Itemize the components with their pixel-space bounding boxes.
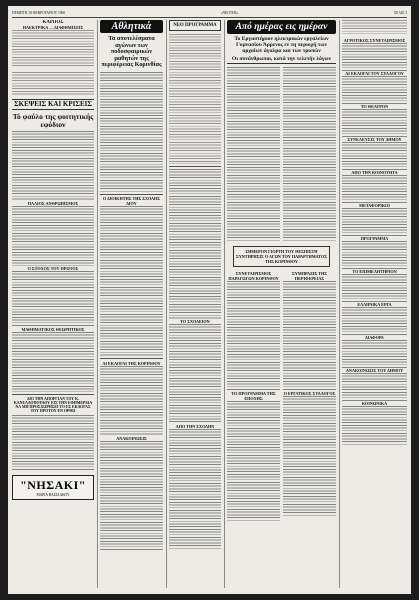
article-headline: Το Εργαστήριον ηλεκτρικών εργαλείων Γυμνασίου Άρρενος εν τη περιοχή των αρχαίων άγαλμα και των τροπών	[234, 36, 329, 54]
text-block	[100, 441, 163, 551]
text-block	[12, 415, 94, 471]
text-block	[342, 340, 407, 368]
text-block	[169, 34, 221, 164]
subheading: Ο ΔΙΟΙΚΗΤΗΣ ΤΗΣ ΣΧΟΛΗΣ ΔΙΟΥ	[102, 196, 161, 207]
divider	[12, 394, 94, 395]
text-block	[283, 281, 336, 391]
newspaper-page	[8, 6, 411, 594]
divider	[100, 358, 163, 359]
text-block	[342, 43, 407, 71]
text-block	[342, 208, 407, 236]
text-block	[12, 206, 94, 266]
text-block	[169, 169, 221, 319]
subheading: ΜΑΘΗΜΑΤΙΚΟΣ ΘΕΩΡΗΤΙΚΟΣ	[21, 327, 85, 333]
news-item-heading: ΕΛΛΗΝΙΚΑ ΕΡΓΑ	[357, 302, 392, 307]
subheading: ΣΥΜΠΡΑΞΙΣ ΤΗΣ ΠΕΡΙΦΕΡΕΙΑΣ	[292, 271, 327, 282]
news-item-heading: ΔΙΑΦΟΡΑ	[365, 335, 384, 340]
column-2	[100, 20, 163, 588]
column-4	[227, 20, 336, 588]
text-block	[342, 241, 407, 269]
text-block	[283, 67, 336, 242]
section-banner: Αθλητικά	[100, 20, 163, 33]
news-item-heading: ΑΝΑΚΟΙΝΩΣΙΣ ΤΟΥ ΔΗΜΟΥ	[345, 368, 404, 373]
header-title: «ΝΕΟΤΗΣ»	[220, 11, 239, 15]
text-block	[12, 131, 94, 201]
news-item-heading: ΑΓΡΟΤΙΚΟΣ ΣΥΝΕΤΑΙΡΙΣΜΟΣ	[343, 38, 406, 43]
page-header	[12, 9, 407, 18]
text-block	[169, 429, 221, 549]
subheading: Ο ΣΤΟΧΟΣ ΤΟΥ ΠΡΩΤΟΣ	[27, 266, 79, 272]
text-block	[342, 307, 407, 335]
news-item-heading: ΜΕΤΑΦΟΡΙΚΟΙ	[359, 203, 390, 208]
text-block	[283, 396, 336, 516]
text-block	[12, 271, 94, 327]
text-block	[342, 20, 407, 34]
text-block	[100, 206, 163, 356]
subheading: Ο ΕΡΓΑΤΙΚΟΣ ΣΥΛΛΟΓΟΣ	[283, 391, 336, 397]
advertisement	[12, 475, 94, 500]
divider	[100, 194, 163, 195]
column-3	[169, 20, 221, 588]
ad-sub: ΜΑΡΙΑ ΒΑΣΙΛΑΚΟΥ	[36, 492, 70, 497]
subheading: ΤΟ ΣΧΟΛΕΙΟΝ	[180, 318, 210, 324]
text-block	[12, 332, 94, 392]
column-5	[342, 20, 407, 588]
ad-name: "ΝΗΣΑΚΙ"	[20, 477, 86, 492]
text-block	[342, 109, 407, 137]
text-block	[227, 401, 280, 521]
column-1	[12, 20, 94, 588]
news-item-heading: ΤΟ ΘΕΑΤΡΟΝ	[360, 104, 389, 109]
text-block	[342, 373, 407, 401]
boxed-headline: ΣΗΜΕΡΟΝ ΓΙΟΡΤΗ ΤΟΥ ΘΕΣΠΙΣΤΗ ΣΥΝΤΗΡΗΣΙΣ Ο ΑΓΩΝ ΤΟΥ ΠΑΡΑΡΤΗΜΑΤΟΣ ΤΗΣ ΚΟΡΙΝΘΟΥ	[233, 246, 330, 267]
subheading: ΑΝΑΚΟΙΝΩΣΙΣ	[116, 435, 147, 441]
news-item-heading: ΚΟΙΝΩΝΙΚΑ	[361, 401, 388, 406]
header-date: ΠΕΜΠΤΗ 18 ΦΕΒΡΟΥΑΡΙΟΥ 1960	[12, 11, 66, 15]
column-rule	[97, 20, 98, 588]
column-rule	[166, 20, 167, 588]
header-page-number: ΣΕΛΙΣ 3	[394, 11, 407, 15]
text-block	[169, 324, 221, 424]
news-item-heading: ΑΙ ΕΚΛΟΓΑΙ ΤΟΥ ΣΥΛΛΟΓΟΥ	[345, 71, 404, 76]
section-banner: Από ημέρας εις ημέραν	[227, 20, 336, 34]
masthead-sub: ΗΛΕΚΤΡΙΚΑ — ΔΙΑΦΗΜΙΣΕΙΣ	[22, 25, 84, 31]
program-label: ΝΕΟ ΠΡΟΓΡΑΜΜΑ	[169, 20, 221, 31]
column-rule	[339, 20, 340, 588]
text-block	[227, 281, 280, 391]
text-block	[100, 72, 163, 192]
subheading: ΠΑΛΙΟΣ ΑΝΘΡΩΠΙΣΜΟΣ	[27, 201, 79, 207]
news-item-heading: ΤΟ ΕΠΙΜΕΛΗΤΗΡΙΟΝ	[352, 269, 397, 274]
article-headline: Τα αποτελέσματα αγώνων των ποδοσφαιρικών μαθητών της περιφέρειας Κορινθίας	[101, 35, 162, 68]
subheading: ΑΙ ΕΚΛΟΓΑΙ ΤΗΣ ΚΟΡΙΝΘΟΥ	[102, 360, 161, 366]
subheading: ΣΥΝΕΤΑΙΡΙΣΜΟΣ ΠΑΡΑΓΩΓΩΝ ΚΟΡΙΝΘΟΥ	[228, 271, 279, 282]
subheading: ΑΠΟ ΤΗΝ ΣΧΟΛΗΝ	[175, 423, 215, 429]
bottom-headline: ΔΙΟ ΤΗΝ ΑΠΟΡΓΙΑΝ ΤΟΥ Κ. ΚΑΝΕΛΛΟΠΟΥΛΟΥ ΕΙΣ ΤΗΝ ΕΦΗΜΕΡΙΔΑ ΝΑ ΜΗ ΠΡΟΣΧΩΡΗΣΕΙ ΤΟ ΕΣ ΕΚΛΟΓΑΣ ΤΟΥ ΠΡΟΤΟΥ ΕΝ ΟΡΘΩ	[13, 396, 93, 413]
article-title: Τό φαύλο της φοιτητικής εφόδιον	[12, 112, 94, 130]
news-item-heading: ΣΥΝΕΛΕΥΣΙΣ ΤΟΥ ΔΗΜΟΥ	[347, 137, 402, 142]
subheading: ΤΟ ΠΡΟΓΡΑΜΜΑ ΤΗΣ ΕΠΟΧΗΣ	[231, 391, 276, 402]
article-subheadline: Οι συνάνθρωποι, κατά την τελετήν λόγων	[227, 57, 336, 65]
text-block	[342, 175, 407, 203]
text-block	[342, 142, 407, 170]
text-block	[342, 406, 407, 446]
text-block	[12, 30, 94, 68]
news-item-heading: ΠΡΟΓΡΑΜΜΑ	[360, 236, 389, 241]
news-item-heading: ΑΠΟ ΤΗΝ ΚΟΙΝΟΤΗΤΑ	[351, 170, 398, 175]
masthead-top: ΚΑΡΠΟΣ	[42, 20, 64, 25]
text-block	[12, 72, 94, 96]
text-block	[100, 366, 163, 436]
text-block	[342, 274, 407, 302]
text-block	[342, 76, 407, 104]
text-block	[227, 67, 280, 242]
section-label: ΣΚΕΨΕΙΣ ΚΑΙ ΚΡΙΣΕΙΣ	[12, 99, 94, 110]
column-rule	[224, 20, 225, 588]
divider	[169, 166, 221, 167]
